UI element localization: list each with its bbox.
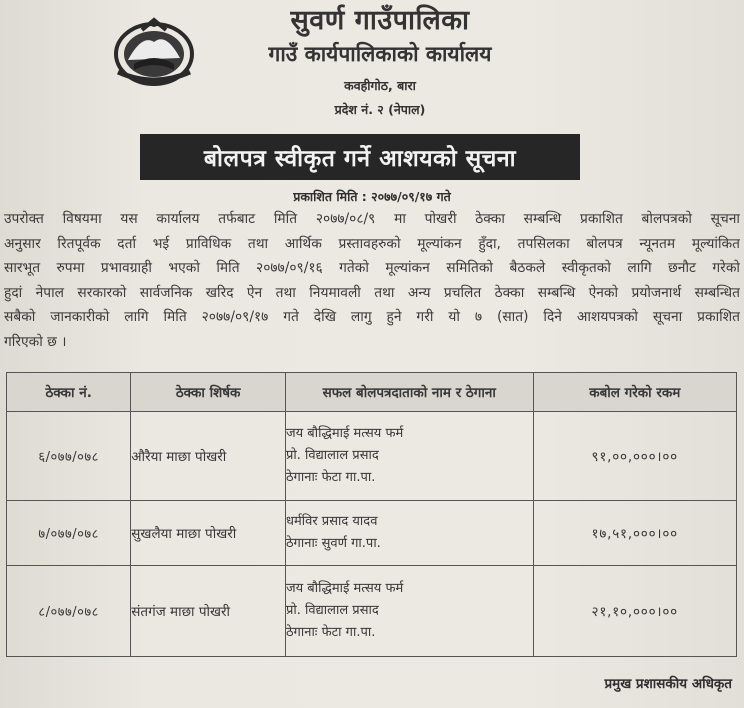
bidder-name: धर्मविर प्रसाद यादव xyxy=(285,514,378,529)
notice-line: अनुसार रितपूर्वक दर्ता भई प्राविधिक तथा आर्थिक प्रस्तावहरुको मूल्यांकन हुँदा, तपसिलका बोलपत्र न्यूनतम मूल्यांकित xyxy=(4,235,740,252)
amount-cell: २१,१०,०००।०० xyxy=(533,566,737,657)
notice-line: उपरोक्त विषयमा यस कार्यालय तर्फबाट मिति २०७७/०८/९ मा पोखरी ठेक्का सम्बन्धि प्रकाशित बोलपत्रको सूचना xyxy=(4,211,740,227)
contract-no-cell: ६/०७७/०७८ xyxy=(7,412,131,501)
amount-cell: ९१,००,०००।०० xyxy=(533,412,737,501)
notice-paragraph xyxy=(4,207,740,355)
notice-line: सबैको जानकारीको लागि मिति २०७७/०९/१७ गते देखि लागु हुने गरी यो ७ (सात) दिने आशयपत्रको सूचना प्रकाशित xyxy=(4,309,740,326)
notice-line: गरिएको छ । xyxy=(4,333,67,350)
table-row xyxy=(7,566,737,657)
column-header-title: ठेक्का शिर्षक xyxy=(131,373,286,412)
contract-title-cell: औरैया माछा पोखरी xyxy=(131,412,286,501)
bidder-proprietor: प्रो. विद्यालाल प्रसाद xyxy=(285,448,379,463)
amount-cell: १७,५१,०००।०० xyxy=(533,501,737,566)
column-header-amount: कबोल गरेको रकम xyxy=(533,373,737,412)
province-label: प्रदेश नं. २ (नेपाल) xyxy=(334,102,426,117)
office-name: गाउँ कार्यपालिकाको कार्यालय xyxy=(268,42,492,66)
column-header-bidder: सफल बोलपत्रदाताको नाम र ठेगाना xyxy=(285,373,533,412)
bidder-cell xyxy=(285,412,533,501)
table-header-row xyxy=(7,373,737,412)
office-address: कवहीगोठ, बारा xyxy=(344,78,416,93)
contract-title-cell: सुखलैया माछा पोखरी xyxy=(131,501,286,566)
bidder-address: ठेगानाः सुवर्ण गा.पा. xyxy=(285,536,381,551)
bidder-cell xyxy=(285,566,533,657)
bidder-address: ठेगानाः फेटा गा.पा. xyxy=(285,470,376,485)
contract-no-cell: ८/०७७/०७८ xyxy=(7,566,131,657)
table-row xyxy=(7,501,737,566)
bidder-cell xyxy=(285,501,533,566)
nepal-emblem-icon xyxy=(112,14,196,86)
notice-title: बोलपत्र स्वीकृत गर्ने आशयको सूचना xyxy=(203,146,517,172)
bidder-name: जय बौद्धिमाई मत्सय फर्म xyxy=(285,426,404,441)
notice-line: हुदां नेपाल सरकारको सार्वजनिक खरिद ऐन तथा नियमावली तथा अन्य प्रचलित ठेक्का सम्बन्धि ऐनको प्रयोजनार्थ सम्बन्धित xyxy=(4,284,740,301)
bidder-proprietor: प्रो. विद्यालाल प्रसाद xyxy=(285,603,379,618)
table-row xyxy=(7,412,737,501)
published-date: प्रकाशित मिति : २०७७/०९/१७ गते xyxy=(293,189,451,204)
bidder-name: जय बौद्धिमाई मत्सय फर्म xyxy=(285,581,404,596)
column-header-contract-no: ठेक्का नं. xyxy=(7,373,131,412)
contract-no-cell: ७/०७७/०७८ xyxy=(7,501,131,566)
notice-title-banner xyxy=(140,134,580,180)
contract-title-cell: संतगंज माछा पोखरी xyxy=(131,566,286,657)
contract-table xyxy=(6,372,737,657)
notice-line: सारभूत रुपमा प्रभावग्राही भएको मिति २०७७/०९/१६ गतेको मूल्यांकन समितिको बैठकले स्वीकृतको लागि छनौट गरेको xyxy=(4,260,740,277)
signatory-title: प्रमुख प्रशासकीय अधिकृत xyxy=(604,676,732,692)
municipality-name: सुवर्ण गाउँपालिका xyxy=(290,5,470,36)
bidder-address: ठेगानाः फेटा गा.पा. xyxy=(285,625,376,640)
